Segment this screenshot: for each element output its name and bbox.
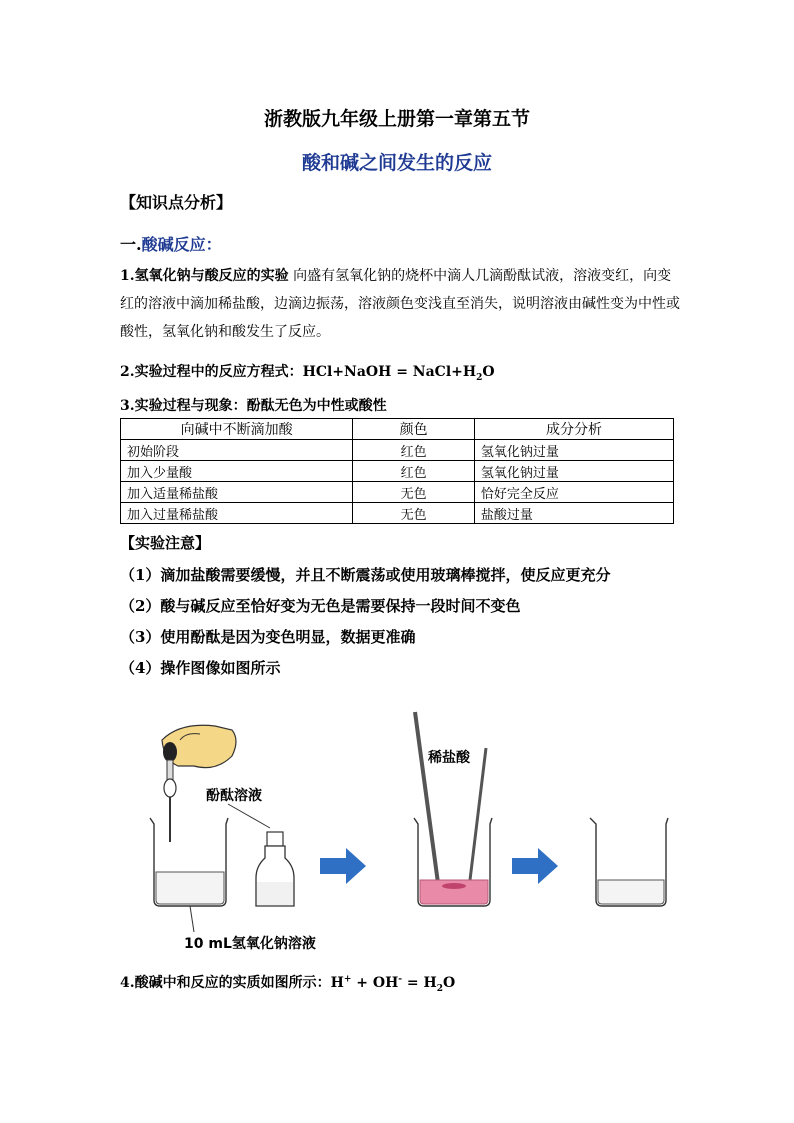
p4-sub: 2 — [436, 983, 444, 994]
note-item: （3）使用酚酞是因为变色明显，数据更准确 — [120, 628, 416, 646]
paragraph-3: 3.实验过程与现象：酚酞无色为中性或酸性 — [120, 398, 387, 414]
heading-prefix: 一. — [120, 235, 142, 254]
table-header: 向碱中不断滴加酸 — [121, 419, 353, 440]
section-title: 【知识点分析】 — [120, 193, 233, 212]
note-item: （4）操作图像如图所示 — [120, 659, 281, 677]
acid-label: 稀盐酸 — [428, 750, 470, 766]
table-cell: 红色 — [353, 461, 475, 482]
p4-tail: O — [443, 975, 456, 991]
glass-rod — [415, 712, 440, 898]
equation-tail: O — [482, 364, 495, 380]
table-cell: 加入过量稀盐酸 — [121, 503, 353, 524]
table-cell: 加入适量稀盐酸 — [121, 482, 353, 503]
equation-text: 2.实验过程中的反应方程式：HCl+NaOH = NaCl+H — [120, 364, 477, 380]
table-header: 成分分析 — [474, 419, 673, 440]
heading-label: 酸碱反应： — [141, 235, 222, 254]
table-cell: 盐酸过量 — [474, 503, 673, 524]
p4-sup: - — [398, 974, 403, 985]
table-cell: 氢氧化钠过量 — [474, 440, 673, 461]
table-cell: 无色 — [353, 503, 475, 524]
p4-text: 4.酸碱中和反应的实质如图所示：H — [120, 975, 344, 991]
table-cell: 加入少量酸 — [121, 461, 353, 482]
table-row — [121, 440, 674, 461]
table-cell: 无色 — [353, 482, 475, 503]
note-item: （1）滴加盐酸需要缓慢，并且不断震荡或使用玻璃棒搅拌，使反应更充分 — [120, 566, 611, 584]
acid-dropper — [470, 748, 486, 880]
indicator-label: 酚酞溶液 — [206, 788, 262, 804]
notes-title: 【实验注意】 — [120, 534, 211, 552]
base-label: 10 mL氢氧化钠溶液 — [184, 936, 316, 952]
table-row — [121, 503, 674, 524]
arrow-icon — [320, 848, 366, 884]
paragraph-4-equation — [120, 972, 455, 994]
table-cell: 恰好完全反应 — [474, 482, 673, 503]
paragraph-1 — [120, 262, 680, 346]
table-cell: 氢氧化钠过量 — [474, 461, 673, 482]
equation-sub: 2 — [476, 372, 483, 383]
note-item: （2）酸与碱反应至恰好变为无色是需要保持一段时间不变色 — [120, 597, 521, 615]
table-cell: 红色 — [353, 440, 475, 461]
experiment-table — [120, 418, 674, 524]
heading-acid-base — [120, 232, 222, 255]
p4-eq: = H — [402, 975, 437, 991]
experiment-figure — [120, 700, 680, 960]
p4-sup: + — [343, 974, 352, 985]
bottle-cap — [267, 832, 283, 846]
table-row — [121, 461, 674, 482]
paragraph-1-lead: 1.氢氧化钠与酸反应的实验 — [120, 268, 289, 284]
table-header: 颜色 — [353, 419, 475, 440]
p4-mid: + OH — [351, 975, 399, 991]
doc-subtitle: 酸和碱之间发生的反应 — [301, 152, 492, 174]
table-header-row — [121, 419, 674, 440]
paragraph-2-equation — [120, 358, 680, 392]
arrow-icon — [512, 848, 558, 884]
table-cell: 初始阶段 — [121, 440, 353, 461]
paragraph-1-body: 向盛有氢氧化钠的烧杯中滴人几滴酚酞试液，溶液变红，向变红的溶液中滴加稀盐酸，边滴边振荡，溶液颜色变浅直至消失，说明溶液由碱性变为中性或酸性，氢氧化钠和酸发生了反应。 — [120, 268, 680, 340]
table-row — [121, 482, 674, 503]
doc-title: 浙教版九年级上册第一章第五节 — [263, 108, 530, 130]
